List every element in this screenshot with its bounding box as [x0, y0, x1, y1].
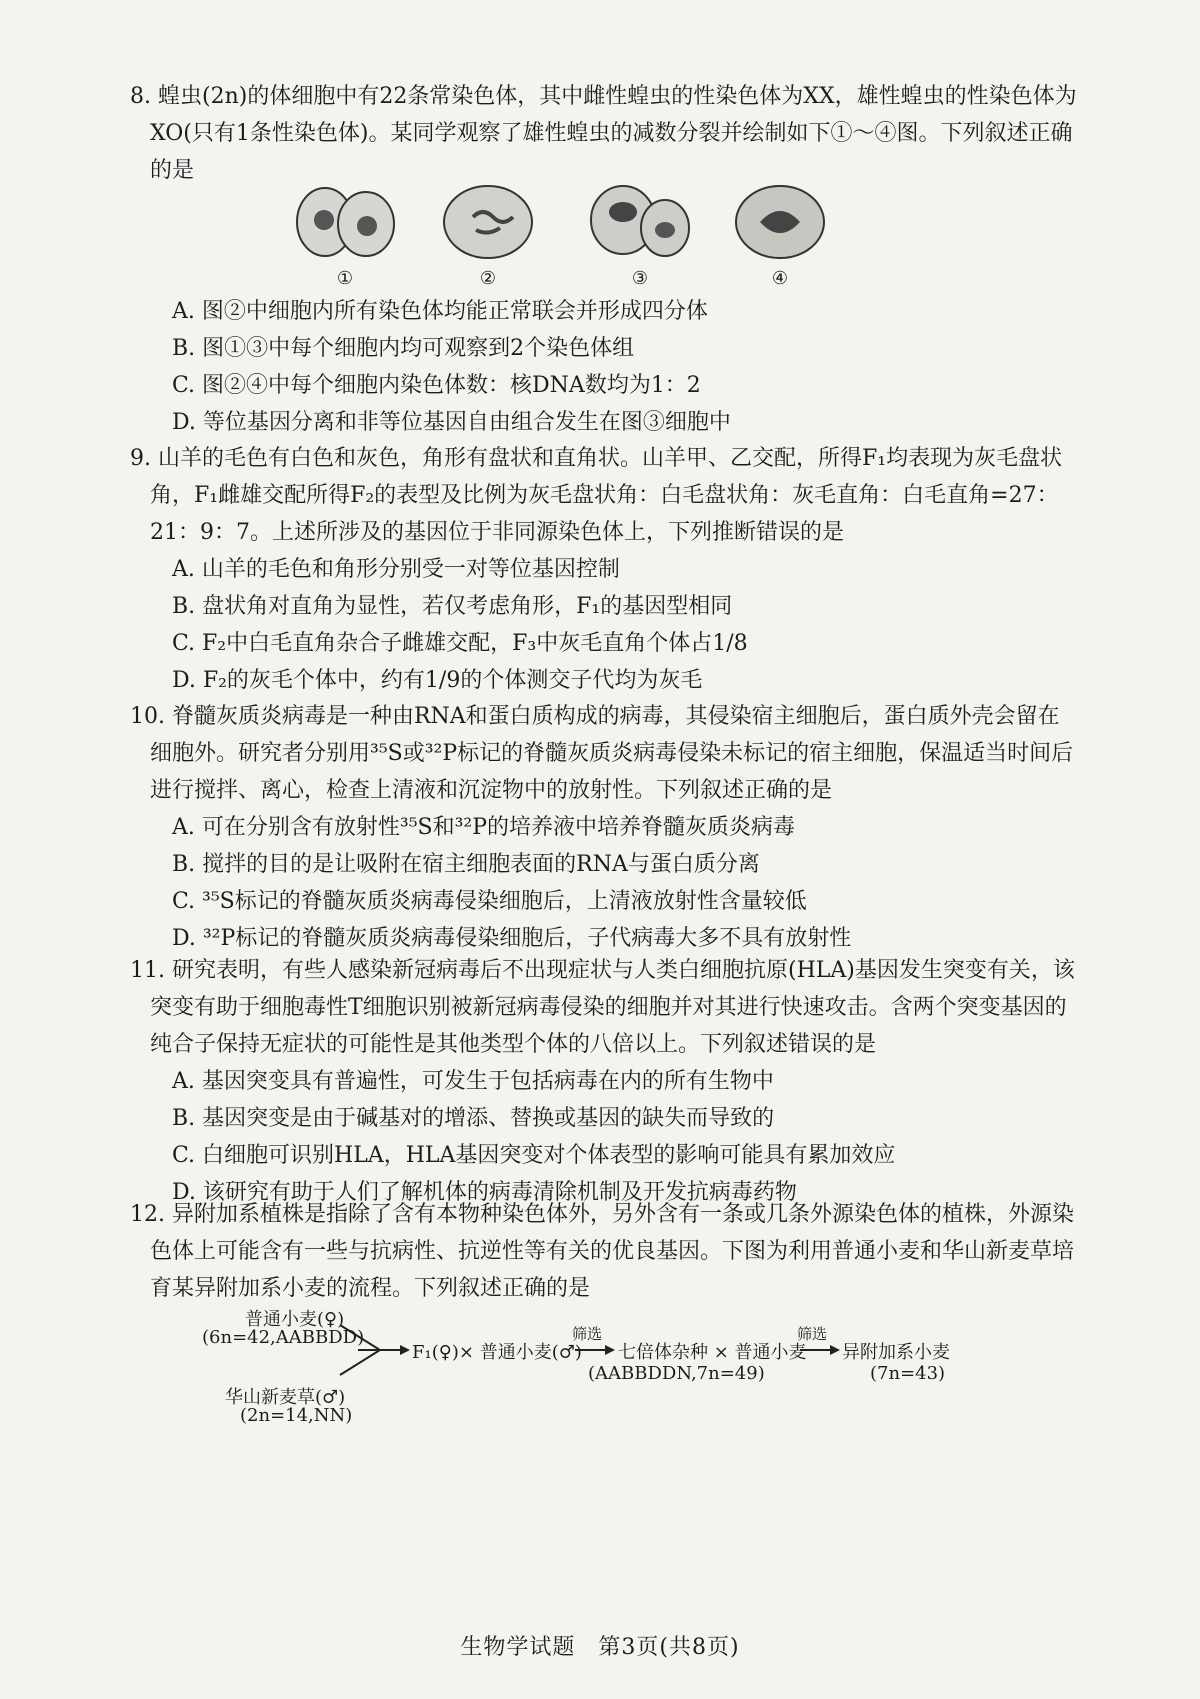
- question-12: [130, 1196, 1080, 1307]
- parent2-name: 华山新麦草(♂): [225, 1387, 346, 1408]
- question-8-stem: 8. 蝗虫(2n)的体细胞中有22条常染色体，其中雌性蝗虫的性染色体为XX，雄性蝗虫的性染色体为XO(只有1条性染色体)。某同学观察了雄性蝗虫的减数分裂并绘制如下①～④图。下列叙述正确的是: [130, 84, 1077, 183]
- question-9: [130, 440, 1080, 699]
- question-12-stem: 12. 异附加系植株是指除了含有本物种染色体外，另外含有一条或几条外源染色体的植株，外源染色体上可能含有一些与抗病性、抗逆性等有关的优良基因。下图为利用普通小麦和华山新麦草培育某异附加系小麦的流程。下列叙述正确的是: [130, 1202, 1075, 1301]
- cell-figures: [290, 182, 910, 302]
- cross2-info: (AABBDDN,7n=49): [588, 1363, 765, 1384]
- question-8-option-d: D. 等位基因分离和非等位基因自由组合发生在图③细胞中: [172, 410, 731, 435]
- question-8-option-a: A. 图②中细胞内所有染色体均能正常联会并形成四分体: [172, 299, 708, 324]
- question-8-options: [130, 293, 1080, 441]
- question-11-stem: 11. 研究表明，有些人感染新冠病毒后不出现症状与人类白细胞抗原(HLA)基因发生突变有关，该突变有助于细胞毒性T细胞识别被新冠病毒侵染的细胞并对其进行快速攻击。含两个突变基因的纯合子保持无症状的可能性是其他类型个体的八倍以上。下列叙述错误的是: [130, 958, 1075, 1057]
- parent2-info: (2n=14,NN): [240, 1405, 353, 1426]
- figure-4-label: ④: [771, 268, 789, 289]
- question-10-option-b: B. 搅拌的目的是让吸附在宿主细胞表面的RNA与蛋白质分离: [172, 852, 760, 877]
- cross2-text: 七倍体杂种 × 普通小麦: [618, 1342, 807, 1363]
- breeding-flowchart: [190, 1305, 990, 1435]
- cross1-text: F₁(♀)× 普通小麦(♂): [412, 1342, 582, 1363]
- question-10-option-d: D. ³²P标记的脊髓灰质炎病毒侵染细胞后，子代病毒大多不具有放射性: [172, 926, 852, 951]
- question-10-stem: 10. 脊髓灰质炎病毒是一种由RNA和蛋白质构成的病毒，其侵染宿主细胞后，蛋白质外壳会留在细胞外。研究者分别用³⁵S或³²P标记的脊髓灰质炎病毒侵染未标记的宿主细胞，保温适当时间后进行搅拌、离心，检查上清液和沉淀物中的放射性。下列叙述正确的是: [130, 704, 1074, 803]
- question-10: [130, 698, 1080, 957]
- question-8-option-c: C. 图②④中每个细胞内染色体数：核DNA数均为1：2: [172, 373, 701, 398]
- single-cell-icon: [730, 182, 830, 262]
- question-9-option-c: C. F₂中白毛直角杂合子雌雄交配，F₃中灰毛直角个体占1/8: [172, 631, 748, 656]
- page-footer: 生物学试题 第3页(共8页): [460, 1635, 740, 1660]
- figure-3: [585, 182, 695, 289]
- question-11-option-a: A. 基因突变具有普遍性，可发生于包括病毒在内的所有生物中: [172, 1069, 774, 1094]
- question-8: [130, 78, 1080, 189]
- result-text: 异附加系小麦: [842, 1342, 950, 1363]
- question-9-option-d: D. F₂的灰毛个体中，约有1/9的个体测交子代均为灰毛: [172, 668, 703, 693]
- parent1-info: (6n=42,AABBDD): [202, 1327, 365, 1348]
- question-11-option-c: C. 白细胞可识别HLA，HLA基因突变对个体表型的影响可能具有累加效应: [172, 1143, 896, 1168]
- question-10-option-c: C. ³⁵S标记的脊髓灰质炎病毒侵染细胞后，上清液放射性含量较低: [172, 889, 807, 914]
- question-10-option-a: A. 可在分别含有放射性³⁵S和³²P的培养液中培养脊髓灰质炎病毒: [172, 815, 796, 840]
- question-11: [130, 952, 1080, 1211]
- single-cell-icon: [438, 182, 538, 262]
- figure-3-label: ③: [631, 268, 649, 289]
- arrow2-label: 筛选: [797, 1325, 828, 1343]
- question-11-option-d: D. 该研究有助于人们了解机体的病毒清除机制及开发抗病毒药物: [172, 1180, 797, 1205]
- figure-2: [438, 182, 538, 289]
- question-9-option-b: B. 盘状角对直角为显性，若仅考虑角形，F₁的基因型相同: [172, 594, 733, 619]
- question-9-option-a: A. 山羊的毛色和角形分别受一对等位基因控制: [172, 557, 620, 582]
- parent1-name: 普通小麦(♀): [245, 1309, 345, 1330]
- result-info: (7n=43): [870, 1363, 946, 1384]
- figure-4: [730, 182, 830, 289]
- figure-1: [290, 182, 400, 289]
- figure-1-label: ①: [336, 268, 354, 289]
- dividing-cell-pair-icon: [585, 182, 695, 262]
- figure-2-label: ②: [479, 268, 497, 289]
- question-9-stem: 9. 山羊的毛色有白色和灰色，角形有盘状和直角状。山羊甲、乙交配，所得F₁均表现为灰毛盘状角，F₁雌雄交配所得F₂的表型及比例为灰毛盘状角：白毛盘状角：灰毛直角：白毛直角=27：21：9：7。上述所涉及的基因位于非同源染色体上，下列推断错误的是: [130, 446, 1063, 545]
- question-8-option-b: B. 图①③中每个细胞内均可观察到2个染色体组: [172, 336, 635, 361]
- arrow1-label: 筛选: [572, 1325, 603, 1343]
- question-11-option-b: B. 基因突变是由于碱基对的增添、替换或基因的缺失而导致的: [172, 1106, 775, 1131]
- dividing-cell-pair-icon: [290, 182, 400, 262]
